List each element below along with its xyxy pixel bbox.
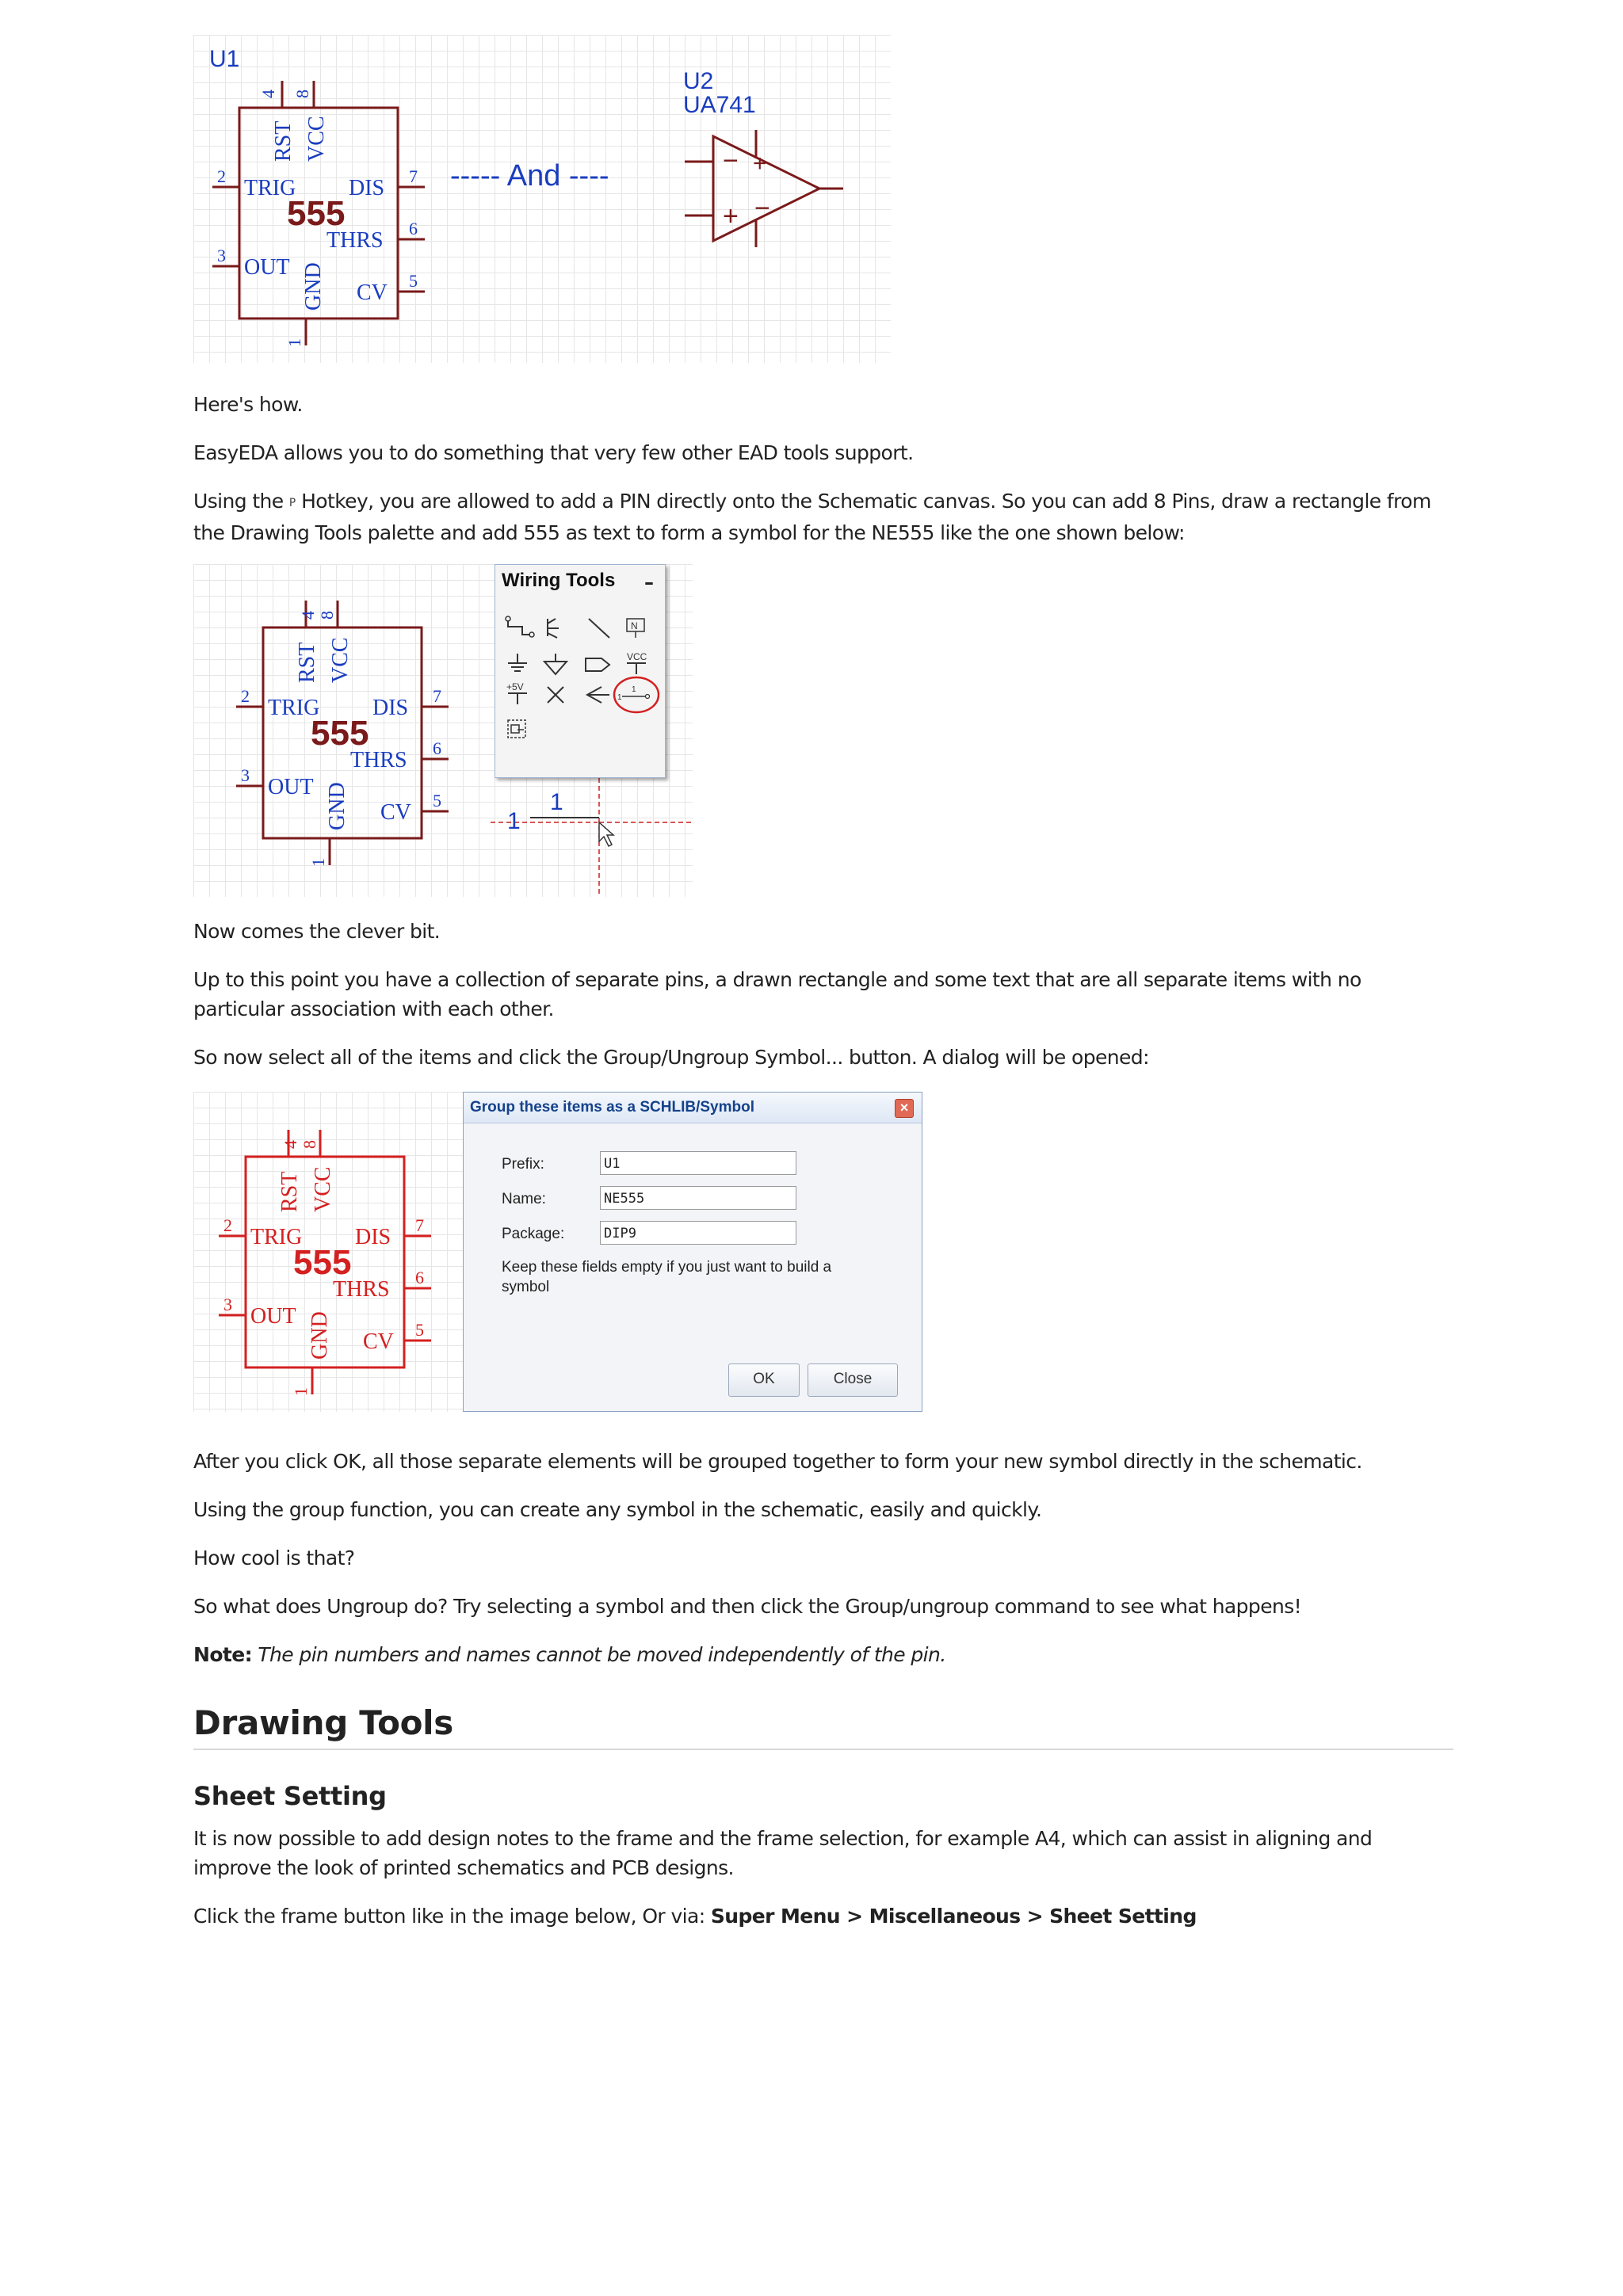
and-text: ----- And ---- bbox=[450, 159, 609, 193]
menu-sheet-setting: Sheet Setting bbox=[1049, 1905, 1197, 1928]
svg-text:7: 7 bbox=[415, 1215, 424, 1235]
svg-text:6: 6 bbox=[433, 738, 441, 758]
svg-text:4: 4 bbox=[298, 611, 318, 620]
svg-text:555: 555 bbox=[293, 1243, 352, 1282]
heading-sheet-setting: Sheet Setting bbox=[193, 1781, 387, 1811]
para-frame: Click the frame button like in the image below, Or via: Super Menu > Miscellaneous > Sheet Setting bbox=[193, 1905, 1197, 1928]
pin-label-rst: RST bbox=[271, 120, 296, 162]
pin-label-trig: TRIG bbox=[244, 176, 296, 200]
cursor-arrow-icon bbox=[599, 822, 613, 846]
para-ungroup: So what does Ungroup do? Try selecting a symbol and then click the Group/ungroup command to see what happens! bbox=[193, 1595, 1302, 1618]
svg-text:3: 3 bbox=[241, 765, 250, 785]
svg-text:6: 6 bbox=[415, 1268, 424, 1287]
pin-number-7: 7 bbox=[409, 166, 418, 186]
no-connect-icon[interactable] bbox=[548, 687, 563, 703]
svg-text:THRS: THRS bbox=[350, 748, 407, 772]
svg-text:RST: RST bbox=[277, 1171, 302, 1212]
package-label: Package: bbox=[502, 1226, 565, 1242]
prefix-input[interactable]: U1 bbox=[600, 1151, 796, 1175]
pin-label-thrs: THRS bbox=[327, 228, 384, 253]
svg-text:VCC: VCC bbox=[311, 1166, 335, 1212]
wiring-tools-palette bbox=[495, 564, 666, 778]
prefix-label: Prefix: bbox=[502, 1156, 544, 1173]
para-hotkey: Using the P Hotkey, you are allowed to add a PIN directly onto the Schematic canvas. So you can add 8 Pins, draw a rectangle from the Drawing Tools palette and add 555 as text to form a symbol for the NE555 like the one shown below: bbox=[193, 490, 1431, 544]
svg-text:1: 1 bbox=[308, 858, 328, 867]
svg-text:GND: GND bbox=[325, 782, 349, 830]
pin-label-dis: DIS bbox=[349, 176, 385, 200]
pin-number-2: 2 bbox=[217, 166, 226, 186]
svg-text:TRIG: TRIG bbox=[268, 696, 320, 720]
group-icon[interactable] bbox=[508, 720, 525, 738]
svg-text:OUT: OUT bbox=[250, 1304, 296, 1329]
figure-555-and-ua741 bbox=[193, 35, 891, 363]
svg-text:N: N bbox=[631, 620, 638, 631]
wire-icon[interactable] bbox=[506, 616, 534, 637]
pin-icon[interactable] bbox=[614, 677, 659, 712]
svg-text:5: 5 bbox=[433, 791, 441, 810]
u2-part: UA741 bbox=[683, 92, 756, 118]
para-clever: Now comes the clever bit. bbox=[193, 920, 441, 943]
para-after-ok: After you click OK, all those separate elements will be grouped together to form your new symbol directly in the schematic. bbox=[193, 1450, 1362, 1473]
svg-text:8: 8 bbox=[317, 611, 337, 620]
plus5v-icon[interactable] bbox=[506, 681, 527, 704]
figure-wiring-tools bbox=[193, 564, 693, 897]
pin-number-4: 4 bbox=[258, 90, 278, 98]
opamp-plus: + bbox=[723, 201, 739, 231]
name-input[interactable]: NE555 bbox=[600, 1186, 796, 1210]
figure-group-svg bbox=[193, 1092, 463, 1412]
svg-text:DIS: DIS bbox=[372, 696, 409, 720]
para-select: So now select all of the items and click the Group/Ungroup Symbol... button. A dialog will be opened: bbox=[193, 1046, 1149, 1069]
svg-text:OUT: OUT bbox=[268, 775, 314, 799]
svg-text:1: 1 bbox=[617, 693, 622, 702]
name-label: Name: bbox=[502, 1191, 546, 1207]
pin-preview-left-number: 1 bbox=[507, 808, 521, 834]
svg-text:CV: CV bbox=[380, 800, 411, 825]
svg-text:5: 5 bbox=[415, 1320, 424, 1340]
svg-text:TRIG: TRIG bbox=[250, 1225, 303, 1249]
note-label: Note: bbox=[193, 1643, 253, 1666]
para-group-fn: Using the group function, you can create any symbol in the schematic, easily and quickly. bbox=[193, 1498, 1042, 1521]
svg-text:3: 3 bbox=[223, 1295, 232, 1314]
dialog-title: Group these items as a SCHLIB/Symbol bbox=[470, 1099, 754, 1116]
pin-number-1: 1 bbox=[285, 338, 304, 347]
svg-text:2: 2 bbox=[223, 1215, 232, 1235]
svg-text:GND: GND bbox=[307, 1311, 332, 1360]
svg-text:THRS: THRS bbox=[333, 1277, 390, 1302]
note bbox=[193, 1640, 946, 1669]
pin-label-gnd: GND bbox=[301, 262, 326, 311]
palette-icons bbox=[495, 603, 665, 777]
pin-label-vcc: VCC bbox=[304, 116, 329, 162]
para-sheet: It is now possible to add design notes to the frame and the frame selection, for example A4, which can assist in aligning and improve the look of printed schematics and PCB designs. bbox=[193, 1827, 1373, 1879]
svg-text:8: 8 bbox=[300, 1140, 319, 1149]
palette-title: Wiring Tools bbox=[502, 570, 616, 591]
menu-miscellaneous: Miscellaneous bbox=[869, 1905, 1021, 1928]
figure-555-and-ua741-svg bbox=[193, 35, 891, 363]
pin-number-6: 6 bbox=[409, 219, 418, 238]
u2-designator: U2 bbox=[683, 68, 714, 94]
netport-icon[interactable] bbox=[586, 658, 609, 671]
pin-number-3: 3 bbox=[217, 246, 226, 265]
ok-button[interactable]: OK bbox=[728, 1363, 800, 1397]
bus-icon[interactable] bbox=[548, 619, 559, 638]
close-button[interactable]: Close bbox=[808, 1363, 898, 1397]
svg-text:7: 7 bbox=[433, 686, 441, 706]
note-text: The pin numbers and names cannot be moved independently of the pin. bbox=[258, 1643, 946, 1666]
svg-text:2: 2 bbox=[241, 686, 250, 706]
svg-text:555: 555 bbox=[311, 714, 369, 753]
opamp-plus-right: + bbox=[753, 151, 767, 177]
hotkey-p: P bbox=[288, 497, 296, 509]
net-flag-icon[interactable] bbox=[587, 687, 609, 703]
chip-name: 555 bbox=[287, 194, 346, 233]
pin-number-5: 5 bbox=[409, 271, 418, 291]
palette-minimize-button[interactable]: – bbox=[644, 571, 654, 593]
ground-icon[interactable] bbox=[508, 654, 527, 671]
pin-preview-right-number: 1 bbox=[550, 789, 563, 815]
opamp-minus: − bbox=[723, 146, 739, 176]
svg-text:VCC: VCC bbox=[328, 637, 353, 683]
svg-text:VCC: VCC bbox=[627, 651, 647, 662]
svg-text:DIS: DIS bbox=[355, 1225, 391, 1249]
svg-text:RST: RST bbox=[295, 642, 319, 683]
line-icon[interactable] bbox=[589, 619, 609, 638]
para-easyeda: EasyEDA allows you to do something that very few other EAD tools support. bbox=[193, 441, 914, 464]
svg-text:1: 1 bbox=[291, 1387, 311, 1396]
heading-drawing-tools: Drawing Tools bbox=[193, 1703, 1453, 1750]
svg-text:+5V: +5V bbox=[506, 681, 524, 692]
dialog-title-bar bbox=[464, 1093, 922, 1123]
svg-text:CV: CV bbox=[363, 1329, 394, 1354]
group-symbol-dialog bbox=[463, 1092, 922, 1412]
u1-designator: U1 bbox=[209, 46, 240, 72]
svg-text:4: 4 bbox=[281, 1140, 300, 1149]
menu-super-menu: Super Menu bbox=[710, 1905, 841, 1928]
pin-number-8: 8 bbox=[292, 90, 312, 98]
figure-group-dialog bbox=[193, 1092, 921, 1412]
svg-text:1: 1 bbox=[632, 685, 636, 694]
net-label-icon[interactable] bbox=[627, 619, 644, 638]
para-collection: Up to this point you have a collection of separate pins, a drawn rectangle and some text that are all separate items with no particular association with each other. bbox=[193, 968, 1361, 1020]
para-heres-how: Here's how. bbox=[193, 393, 303, 416]
pin-label-out: OUT bbox=[244, 255, 290, 280]
dialog-close-icon[interactable]: × bbox=[895, 1099, 914, 1118]
package-input[interactable]: DIP9 bbox=[600, 1221, 796, 1245]
pin-label-cv: CV bbox=[357, 280, 388, 305]
para-cool: How cool is that? bbox=[193, 1547, 355, 1569]
dialog-hint: Keep these fields empty if you just want to build a symbol bbox=[502, 1259, 832, 1295]
vcc-icon[interactable] bbox=[627, 651, 647, 674]
analog-ground-icon[interactable] bbox=[544, 654, 567, 674]
opamp-minus-right: − bbox=[754, 193, 770, 223]
